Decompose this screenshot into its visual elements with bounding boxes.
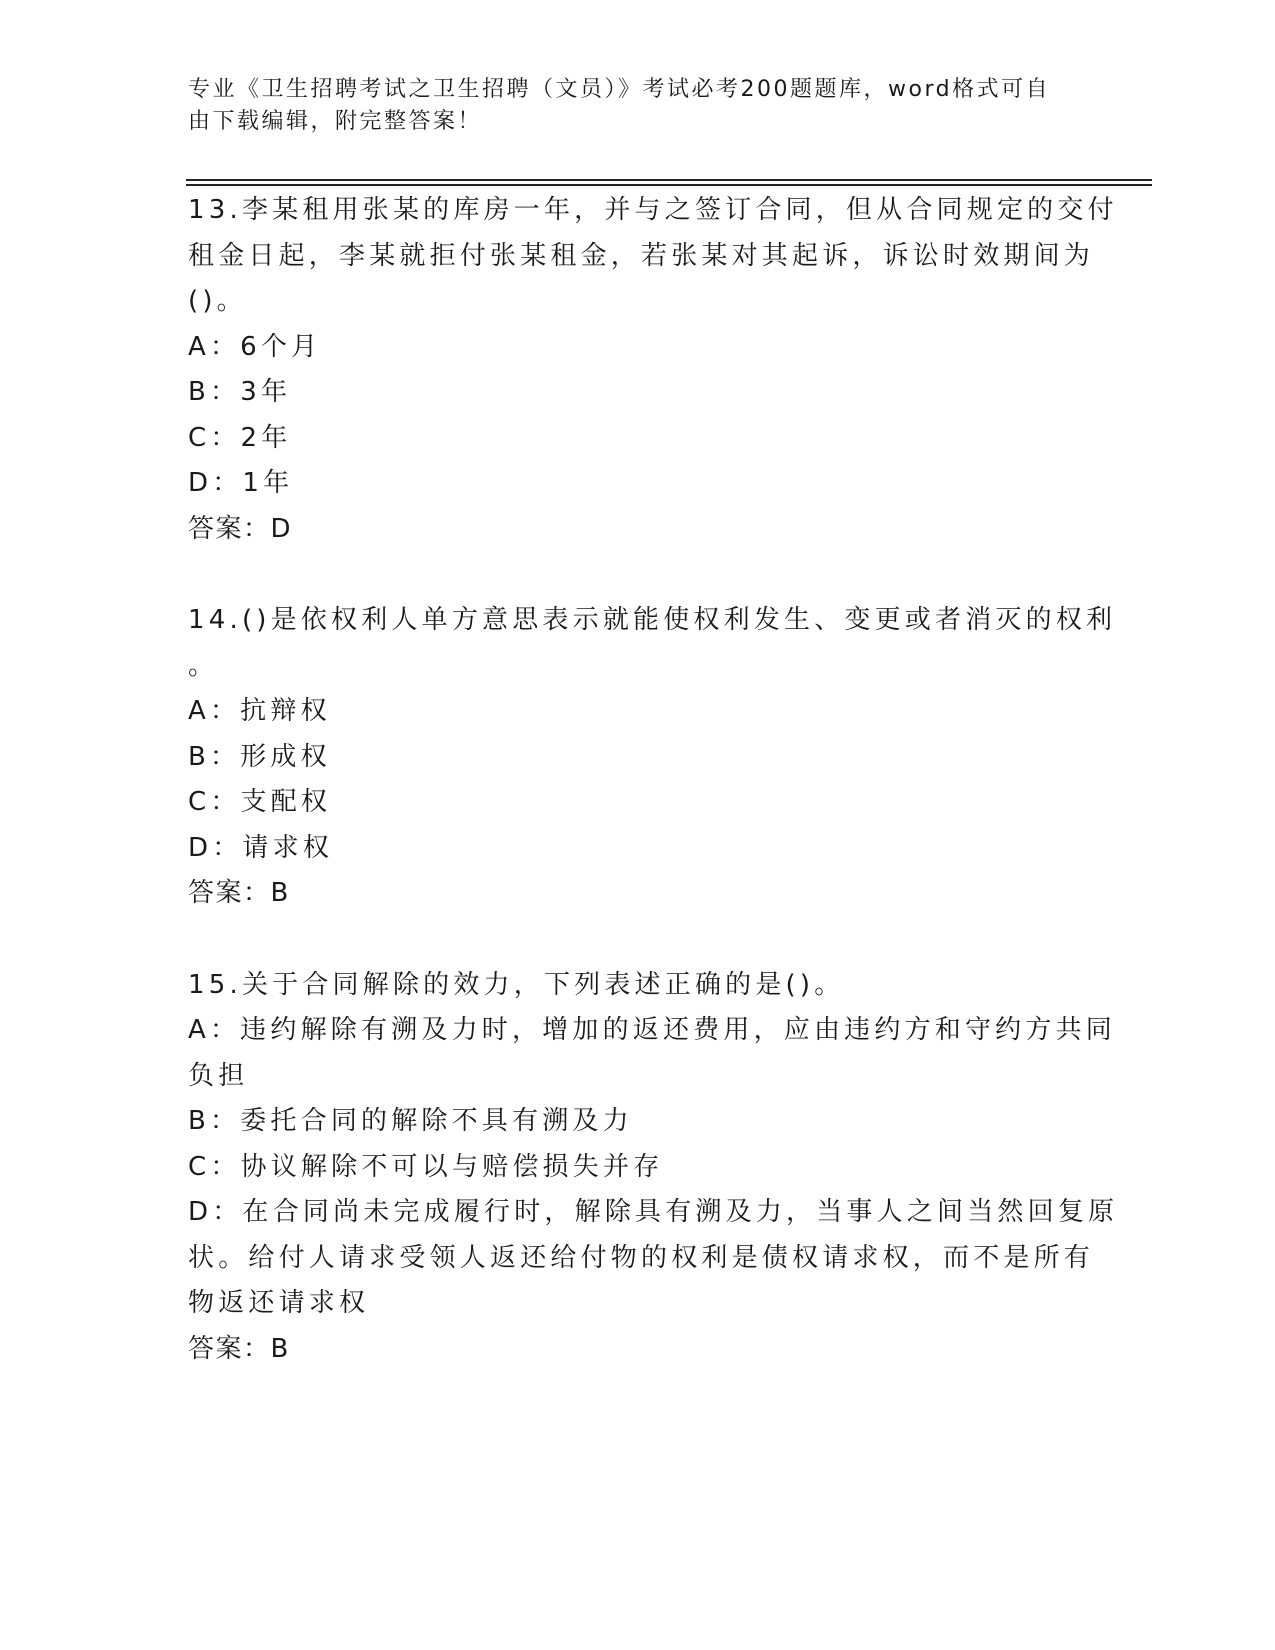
answer-label: 答案：B bbox=[188, 878, 290, 908]
option-d-continued: 物返还请求权 bbox=[188, 1288, 370, 1318]
question-list bbox=[188, 188, 1119, 1372]
question-stem-line: 15.关于合同解除的效力，下列表述正确的是()。 bbox=[188, 969, 845, 1000]
question-spacer bbox=[188, 917, 1088, 963]
answer-label: 答案：B bbox=[188, 1333, 290, 1364]
header-divider-top bbox=[186, 179, 1152, 181]
question-stem-line: 租金日起，李某就拒付张某租金，若张某对其起诉，诉讼时效期间为 bbox=[188, 240, 1095, 271]
option-a: A：违约解除有溯及力时，增加的返还费用，应由违约方和守约方共同 bbox=[188, 1015, 1116, 1045]
question-stem-line: ()。 bbox=[188, 286, 247, 316]
option-d: D：1年 bbox=[188, 468, 294, 498]
option-c: C：协议解除不可以与赔偿损失并存 bbox=[188, 1151, 664, 1182]
question-13 bbox=[188, 188, 1118, 552]
option-c: C：2年 bbox=[188, 422, 292, 453]
question-spacer bbox=[188, 552, 1088, 598]
option-b: B：3年 bbox=[188, 377, 292, 407]
option-b: B：形成权 bbox=[188, 741, 331, 772]
question-15 bbox=[188, 963, 1119, 1373]
option-d: D：请求权 bbox=[188, 832, 334, 863]
question-14 bbox=[188, 598, 1117, 917]
option-d: D：在合同尚未完成履行时，解除具有溯及力，当事人之间当然回复原 bbox=[188, 1197, 1119, 1227]
option-d-continued: 状。给付人请求受领人返还给付物的权利是债权请求权，而不是所有 bbox=[188, 1242, 1095, 1273]
option-a-continued: 负担 bbox=[188, 1060, 249, 1091]
header-line-2: 由下载编辑，附完整答案！ bbox=[188, 109, 483, 134]
option-a: A：抗辩权 bbox=[188, 696, 331, 726]
option-c: C：支配权 bbox=[188, 787, 332, 817]
document-header bbox=[188, 74, 1068, 138]
option-b: B：委托合同的解除不具有溯及力 bbox=[188, 1106, 633, 1136]
question-stem-line: 14.()是依权利人单方意思表示就能使权利发生、变更或者消灭的权利 bbox=[188, 605, 1117, 635]
header-divider-bottom bbox=[186, 184, 1152, 186]
question-stem-line: 。 bbox=[188, 650, 219, 681]
answer-label: 答案：D bbox=[188, 513, 293, 544]
option-a: A：6个月 bbox=[188, 331, 322, 362]
question-stem-line: 13.李某租用张某的库房一年，并与之签订合同，但从合同规定的交付 bbox=[188, 195, 1118, 225]
header-line-1: 专业《卫生招聘考试之卫生招聘（文员）》考试必考200题题库，word格式可自 bbox=[188, 77, 1051, 102]
